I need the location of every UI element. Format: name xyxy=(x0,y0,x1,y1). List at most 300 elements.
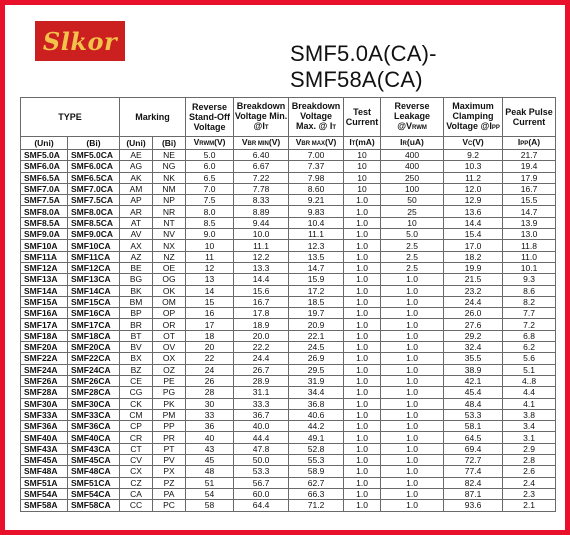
cell-marking-bi: PK xyxy=(153,398,186,409)
subheader-ir: IR(uA) xyxy=(381,137,444,150)
cell-vbr-min: 16.7 xyxy=(234,296,289,307)
cell-vbr-min: 53.3 xyxy=(234,466,289,477)
cell-marking-uni: BZ xyxy=(120,364,153,375)
cell-marking-bi: PM xyxy=(153,409,186,420)
cell-bi-part: SMF10CA xyxy=(68,240,120,251)
cell-leakage: 1.0 xyxy=(381,443,444,454)
table-row xyxy=(21,466,556,477)
cell-leakage: 400 xyxy=(381,150,444,161)
header-marking: Marking xyxy=(120,98,186,137)
cell-vbr-max: 9.21 xyxy=(289,195,344,206)
table-row xyxy=(21,421,556,432)
header-type: TYPE xyxy=(21,98,120,137)
subheader-vc: VC(V) xyxy=(444,137,503,150)
cell-bi-part: SMF7.0CA xyxy=(68,183,120,194)
cell-vbr-max: 8.60 xyxy=(289,183,344,194)
cell-clamping-voltage: 77.4 xyxy=(444,466,503,477)
cell-test-current: 10 xyxy=(344,161,381,172)
cell-bi-part: SMF43CA xyxy=(68,443,120,454)
header-clamping-voltage: Maximum Clamping Voltage @IPP xyxy=(444,98,503,137)
table-header-row xyxy=(21,98,556,137)
cell-leakage: 400 xyxy=(381,161,444,172)
cell-marking-uni: BK xyxy=(120,285,153,296)
cell-uni-part: SMF13A xyxy=(21,274,68,285)
cell-vbr-max: 7.98 xyxy=(289,172,344,183)
cell-clamping-voltage: 14.4 xyxy=(444,217,503,228)
cell-peak-pulse-current: 5.6 xyxy=(503,353,556,364)
cell-test-current: 1.0 xyxy=(344,342,381,353)
table-row xyxy=(21,319,556,330)
cell-leakage: 10 xyxy=(381,217,444,228)
cell-vbr-min: 56.7 xyxy=(234,477,289,488)
cell-bi-part: SMF58CA xyxy=(68,500,120,511)
cell-clamping-voltage: 38.9 xyxy=(444,364,503,375)
cell-uni-part: SMF18A xyxy=(21,330,68,341)
cell-vbr-min: 47.8 xyxy=(234,443,289,454)
cell-peak-pulse-current: 8.6 xyxy=(503,285,556,296)
cell-uni-part: SMF51A xyxy=(21,477,68,488)
cell-marking-uni: BT xyxy=(120,330,153,341)
cell-marking-bi: PT xyxy=(153,443,186,454)
cell-test-current: 1.0 xyxy=(344,296,381,307)
cell-clamping-voltage: 15.4 xyxy=(444,229,503,240)
cell-bi-part: SMF16CA xyxy=(68,308,120,319)
header-standoff-voltage: Reverse Stand-Off Voltage xyxy=(186,98,234,137)
table-row xyxy=(21,217,556,228)
cell-marking-uni: BG xyxy=(120,274,153,285)
cell-marking-bi: PC xyxy=(153,500,186,511)
cell-uni-part: SMF8.0A xyxy=(21,206,68,217)
cell-bi-part: SMF33CA xyxy=(68,409,120,420)
cell-vrwm: 51 xyxy=(186,477,234,488)
cell-uni-part: SMF28A xyxy=(21,387,68,398)
cell-leakage: 1.0 xyxy=(381,364,444,375)
cell-peak-pulse-current: 19.4 xyxy=(503,161,556,172)
table-row xyxy=(21,195,556,206)
cell-vbr-max: 7.37 xyxy=(289,161,344,172)
cell-marking-uni: CK xyxy=(120,398,153,409)
table-row xyxy=(21,262,556,273)
cell-marking-bi: NX xyxy=(153,240,186,251)
cell-vbr-max: 12.3 xyxy=(289,240,344,251)
cell-peak-pulse-current: 16.7 xyxy=(503,183,556,194)
cell-marking-bi: PA xyxy=(153,488,186,499)
table-row xyxy=(21,274,556,285)
cell-leakage: 2.5 xyxy=(381,251,444,262)
cell-leakage: 1.0 xyxy=(381,308,444,319)
cell-marking-uni: CA xyxy=(120,488,153,499)
cell-peak-pulse-current: 7.2 xyxy=(503,319,556,330)
cell-leakage: 1.0 xyxy=(381,409,444,420)
cell-leakage: 1.0 xyxy=(381,285,444,296)
cell-clamping-voltage: 24.4 xyxy=(444,296,503,307)
cell-marking-bi: OP xyxy=(153,308,186,319)
cell-vrwm: 30 xyxy=(186,398,234,409)
cell-clamping-voltage: 29.2 xyxy=(444,330,503,341)
cell-peak-pulse-current: 10.1 xyxy=(503,262,556,273)
cell-leakage: 100 xyxy=(381,183,444,194)
cell-leakage: 1.0 xyxy=(381,455,444,466)
table-row xyxy=(21,251,556,262)
cell-vbr-min: 9.44 xyxy=(234,217,289,228)
spec-table-container xyxy=(20,97,555,512)
cell-bi-part: SMF12CA xyxy=(68,262,120,273)
cell-peak-pulse-current: 2.4 xyxy=(503,477,556,488)
cell-clamping-voltage: 27.6 xyxy=(444,319,503,330)
cell-uni-part: SMF45A xyxy=(21,455,68,466)
cell-test-current: 1.0 xyxy=(344,262,381,273)
cell-bi-part: SMF26CA xyxy=(68,375,120,386)
cell-bi-part: SMF8.0CA xyxy=(68,206,120,217)
table-row xyxy=(21,206,556,217)
cell-uni-part: SMF40A xyxy=(21,432,68,443)
cell-clamping-voltage: 53.3 xyxy=(444,409,503,420)
cell-vrwm: 7.5 xyxy=(186,195,234,206)
cell-marking-bi: NT xyxy=(153,217,186,228)
cell-test-current: 1.0 xyxy=(344,421,381,432)
cell-test-current: 1.0 xyxy=(344,398,381,409)
cell-marking-bi: OE xyxy=(153,262,186,273)
cell-marking-uni: CM xyxy=(120,409,153,420)
cell-leakage: 1.0 xyxy=(381,387,444,398)
cell-clamping-voltage: 9.2 xyxy=(444,150,503,161)
cell-leakage: 1.0 xyxy=(381,500,444,511)
cell-marking-uni: BR xyxy=(120,319,153,330)
cell-clamping-voltage: 48.4 xyxy=(444,398,503,409)
cell-marking-bi: OV xyxy=(153,342,186,353)
cell-vbr-min: 22.2 xyxy=(234,342,289,353)
cell-bi-part: SMF17CA xyxy=(68,319,120,330)
cell-vrwm: 28 xyxy=(186,387,234,398)
cell-marking-uni: CC xyxy=(120,500,153,511)
cell-vbr-max: 34.4 xyxy=(289,387,344,398)
cell-vbr-max: 22.1 xyxy=(289,330,344,341)
cell-vbr-max: 26.9 xyxy=(289,353,344,364)
cell-vrwm: 45 xyxy=(186,455,234,466)
cell-marking-uni: AE xyxy=(120,150,153,161)
cell-leakage: 2.5 xyxy=(381,240,444,251)
cell-bi-part: SMF45CA xyxy=(68,455,120,466)
cell-marking-uni: AG xyxy=(120,161,153,172)
cell-peak-pulse-current: 4.4 xyxy=(503,387,556,398)
cell-marking-bi: PE xyxy=(153,375,186,386)
table-row xyxy=(21,477,556,488)
cell-peak-pulse-current: 13.0 xyxy=(503,229,556,240)
table-row xyxy=(21,443,556,454)
subheader-vbr-min: VBR MIN(V) xyxy=(234,137,289,150)
cell-vbr-max: 9.83 xyxy=(289,206,344,217)
cell-vrwm: 15 xyxy=(186,296,234,307)
cell-peak-pulse-current: 11.8 xyxy=(503,240,556,251)
table-row xyxy=(21,229,556,240)
cell-marking-uni: BM xyxy=(120,296,153,307)
cell-vrwm: 13 xyxy=(186,274,234,285)
cell-clamping-voltage: 93.6 xyxy=(444,500,503,511)
cell-vrwm: 9.0 xyxy=(186,229,234,240)
cell-marking-bi: NV xyxy=(153,229,186,240)
cell-uni-part: SMF5.0A xyxy=(21,150,68,161)
cell-vrwm: 6.0 xyxy=(186,161,234,172)
cell-marking-uni: BE xyxy=(120,262,153,273)
cell-uni-part: SMF36A xyxy=(21,421,68,432)
cell-vbr-max: 14.7 xyxy=(289,262,344,273)
cell-bi-part: SMF6.0CA xyxy=(68,161,120,172)
table-row xyxy=(21,500,556,511)
cell-peak-pulse-current: 14.7 xyxy=(503,206,556,217)
cell-leakage: 1.0 xyxy=(381,466,444,477)
cell-uni-part: SMF8.5A xyxy=(21,217,68,228)
cell-marking-uni: CP xyxy=(120,421,153,432)
cell-vbr-min: 40.0 xyxy=(234,421,289,432)
cell-clamping-voltage: 42.1 xyxy=(444,375,503,386)
cell-test-current: 1.0 xyxy=(344,330,381,341)
cell-leakage: 1.0 xyxy=(381,432,444,443)
cell-vrwm: 12 xyxy=(186,262,234,273)
cell-vbr-max: 10.4 xyxy=(289,217,344,228)
cell-peak-pulse-current: 2.1 xyxy=(503,500,556,511)
cell-test-current: 1.0 xyxy=(344,195,381,206)
table-subheader-row xyxy=(21,137,556,150)
cell-marking-bi: NK xyxy=(153,172,186,183)
cell-test-current: 1.0 xyxy=(344,353,381,364)
cell-bi-part: SMF28CA xyxy=(68,387,120,398)
table-row xyxy=(21,172,556,183)
cell-uni-part: SMF12A xyxy=(21,262,68,273)
cell-marking-bi: OX xyxy=(153,353,186,364)
spec-table xyxy=(20,97,556,512)
cell-clamping-voltage: 17.0 xyxy=(444,240,503,251)
cell-marking-uni: AK xyxy=(120,172,153,183)
cell-clamping-voltage: 23.2 xyxy=(444,285,503,296)
cell-vrwm: 14 xyxy=(186,285,234,296)
cell-leakage: 1.0 xyxy=(381,421,444,432)
cell-vbr-max: 29.5 xyxy=(289,364,344,375)
cell-marking-uni: CX xyxy=(120,466,153,477)
cell-peak-pulse-current: 3.4 xyxy=(503,421,556,432)
cell-vbr-max: 55.3 xyxy=(289,455,344,466)
cell-uni-part: SMF48A xyxy=(21,466,68,477)
cell-bi-part: SMF51CA xyxy=(68,477,120,488)
cell-vbr-min: 24.4 xyxy=(234,353,289,364)
cell-uni-part: SMF6.0A xyxy=(21,161,68,172)
cell-marking-uni: CE xyxy=(120,375,153,386)
cell-uni-part: SMF11A xyxy=(21,251,68,262)
cell-clamping-voltage: 87.1 xyxy=(444,488,503,499)
cell-uni-part: SMF15A xyxy=(21,296,68,307)
cell-bi-part: SMF22CA xyxy=(68,353,120,364)
table-body xyxy=(21,150,556,512)
cell-marking-bi: NR xyxy=(153,206,186,217)
cell-test-current: 1.0 xyxy=(344,364,381,375)
cell-leakage: 1.0 xyxy=(381,274,444,285)
table-row xyxy=(21,161,556,172)
cell-test-current: 1.0 xyxy=(344,466,381,477)
cell-test-current: 1.0 xyxy=(344,274,381,285)
cell-vbr-min: 12.2 xyxy=(234,251,289,262)
cell-leakage: 25 xyxy=(381,206,444,217)
cell-uni-part: SMF6.5A xyxy=(21,172,68,183)
cell-clamping-voltage: 11.2 xyxy=(444,172,503,183)
cell-uni-part: SMF26A xyxy=(21,375,68,386)
cell-marking-uni: BP xyxy=(120,308,153,319)
cell-uni-part: SMF20A xyxy=(21,342,68,353)
cell-vrwm: 22 xyxy=(186,353,234,364)
subheader-marking-uni: (Uni) xyxy=(120,137,153,150)
cell-clamping-voltage: 58.1 xyxy=(444,421,503,432)
cell-uni-part: SMF22A xyxy=(21,353,68,364)
cell-test-current: 1.0 xyxy=(344,240,381,251)
cell-marking-bi: NZ xyxy=(153,251,186,262)
cell-marking-bi: PP xyxy=(153,421,186,432)
cell-peak-pulse-current: 17.9 xyxy=(503,172,556,183)
cell-test-current: 1.0 xyxy=(344,477,381,488)
cell-uni-part: SMF30A xyxy=(21,398,68,409)
cell-vbr-max: 15.9 xyxy=(289,274,344,285)
cell-vbr-max: 17.2 xyxy=(289,285,344,296)
cell-leakage: 1.0 xyxy=(381,296,444,307)
cell-vrwm: 16 xyxy=(186,308,234,319)
cell-test-current: 1.0 xyxy=(344,500,381,511)
cell-leakage: 1.0 xyxy=(381,319,444,330)
cell-uni-part: SMF54A xyxy=(21,488,68,499)
cell-test-current: 1.0 xyxy=(344,319,381,330)
cell-marking-uni: AV xyxy=(120,229,153,240)
cell-test-current: 1.0 xyxy=(344,217,381,228)
cell-vbr-max: 20.9 xyxy=(289,319,344,330)
cell-clamping-voltage: 82.4 xyxy=(444,477,503,488)
cell-test-current: 1.0 xyxy=(344,251,381,262)
cell-vrwm: 26 xyxy=(186,375,234,386)
cell-vbr-min: 60.0 xyxy=(234,488,289,499)
table-row xyxy=(21,150,556,161)
cell-vbr-max: 40.6 xyxy=(289,409,344,420)
cell-marking-bi: NP xyxy=(153,195,186,206)
cell-leakage: 1.0 xyxy=(381,477,444,488)
cell-uni-part: SMF7.0A xyxy=(21,183,68,194)
cell-vrwm: 5.0 xyxy=(186,150,234,161)
cell-bi-part: SMF30CA xyxy=(68,398,120,409)
cell-vrwm: 18 xyxy=(186,330,234,341)
cell-uni-part: SMF33A xyxy=(21,409,68,420)
cell-marking-bi: OR xyxy=(153,319,186,330)
cell-test-current: 1.0 xyxy=(344,387,381,398)
table-row xyxy=(21,330,556,341)
cell-vbr-max: 13.5 xyxy=(289,251,344,262)
page-title: SMF5.0A(CA)-SMF58A(CA) xyxy=(290,41,437,92)
cell-vbr-min: 11.1 xyxy=(234,240,289,251)
table-row xyxy=(21,398,556,409)
cell-marking-bi: PZ xyxy=(153,477,186,488)
cell-marking-bi: NE xyxy=(153,150,186,161)
cell-vbr-min: 6.67 xyxy=(234,161,289,172)
cell-vbr-max: 49.1 xyxy=(289,432,344,443)
cell-marking-bi: NG xyxy=(153,161,186,172)
cell-clamping-voltage: 21.5 xyxy=(444,274,503,285)
cell-uni-part: SMF10A xyxy=(21,240,68,251)
cell-bi-part: SMF54CA xyxy=(68,488,120,499)
cell-uni-part: SMF58A xyxy=(21,500,68,511)
cell-marking-uni: CT xyxy=(120,443,153,454)
brand-logo-text: Slkor xyxy=(42,26,118,56)
cell-marking-uni: AZ xyxy=(120,251,153,262)
subheader-vrwm: VRWM(V) xyxy=(186,137,234,150)
cell-vbr-max: 66.3 xyxy=(289,488,344,499)
cell-test-current: 1.0 xyxy=(344,409,381,420)
cell-vbr-min: 7.22 xyxy=(234,172,289,183)
cell-marking-uni: CZ xyxy=(120,477,153,488)
cell-bi-part: SMF11CA xyxy=(68,251,120,262)
cell-clamping-voltage: 13.6 xyxy=(444,206,503,217)
cell-marking-uni: CR xyxy=(120,432,153,443)
cell-bi-part: SMF15CA xyxy=(68,296,120,307)
cell-leakage: 250 xyxy=(381,172,444,183)
cell-test-current: 1.0 xyxy=(344,285,381,296)
cell-vbr-max: 71.2 xyxy=(289,500,344,511)
cell-bi-part: SMF13CA xyxy=(68,274,120,285)
cell-peak-pulse-current: 6.2 xyxy=(503,342,556,353)
cell-vrwm: 7.0 xyxy=(186,183,234,194)
table-row xyxy=(21,432,556,443)
cell-bi-part: SMF5.0CA xyxy=(68,150,120,161)
cell-vbr-min: 15.6 xyxy=(234,285,289,296)
cell-vrwm: 11 xyxy=(186,251,234,262)
cell-vbr-max: 58.9 xyxy=(289,466,344,477)
cell-test-current: 1.0 xyxy=(344,455,381,466)
cell-clamping-voltage: 45.4 xyxy=(444,387,503,398)
cell-clamping-voltage: 12.9 xyxy=(444,195,503,206)
cell-marking-bi: OK xyxy=(153,285,186,296)
cell-clamping-voltage: 32.4 xyxy=(444,342,503,353)
cell-vbr-min: 33.3 xyxy=(234,398,289,409)
cell-vrwm: 36 xyxy=(186,421,234,432)
cell-leakage: 1.0 xyxy=(381,342,444,353)
cell-peak-pulse-current: 2.3 xyxy=(503,488,556,499)
header-peak-pulse-current: Peak Pulse Current xyxy=(503,98,556,137)
cell-vbr-min: 10.0 xyxy=(234,229,289,240)
cell-peak-pulse-current: 5.1 xyxy=(503,364,556,375)
cell-vrwm: 48 xyxy=(186,466,234,477)
table-row xyxy=(21,409,556,420)
subheader-bi: (Bi) xyxy=(68,137,120,150)
cell-clamping-voltage: 64.5 xyxy=(444,432,503,443)
cell-vbr-max: 19.7 xyxy=(289,308,344,319)
cell-marking-bi: OT xyxy=(153,330,186,341)
table-row xyxy=(21,364,556,375)
datasheet-page xyxy=(5,5,565,530)
cell-vbr-min: 28.9 xyxy=(234,375,289,386)
cell-marking-uni: AX xyxy=(120,240,153,251)
cell-peak-pulse-current: 4..8 xyxy=(503,375,556,386)
cell-bi-part: SMF40CA xyxy=(68,432,120,443)
cell-bi-part: SMF24CA xyxy=(68,364,120,375)
cell-test-current: 1.0 xyxy=(344,308,381,319)
cell-bi-part: SMF18CA xyxy=(68,330,120,341)
cell-peak-pulse-current: 2.9 xyxy=(503,443,556,454)
cell-peak-pulse-current: 9.3 xyxy=(503,274,556,285)
cell-uni-part: SMF9.0A xyxy=(21,229,68,240)
subheader-ipp: IPP(A) xyxy=(503,137,556,150)
cell-vbr-min: 8.89 xyxy=(234,206,289,217)
cell-peak-pulse-current: 3.8 xyxy=(503,409,556,420)
cell-vbr-max: 18.5 xyxy=(289,296,344,307)
cell-vrwm: 8.5 xyxy=(186,217,234,228)
cell-clamping-voltage: 12.0 xyxy=(444,183,503,194)
cell-vbr-min: 18.9 xyxy=(234,319,289,330)
cell-bi-part: SMF7.5CA xyxy=(68,195,120,206)
cell-vrwm: 10 xyxy=(186,240,234,251)
cell-vbr-min: 20.0 xyxy=(234,330,289,341)
cell-marking-uni: AT xyxy=(120,217,153,228)
